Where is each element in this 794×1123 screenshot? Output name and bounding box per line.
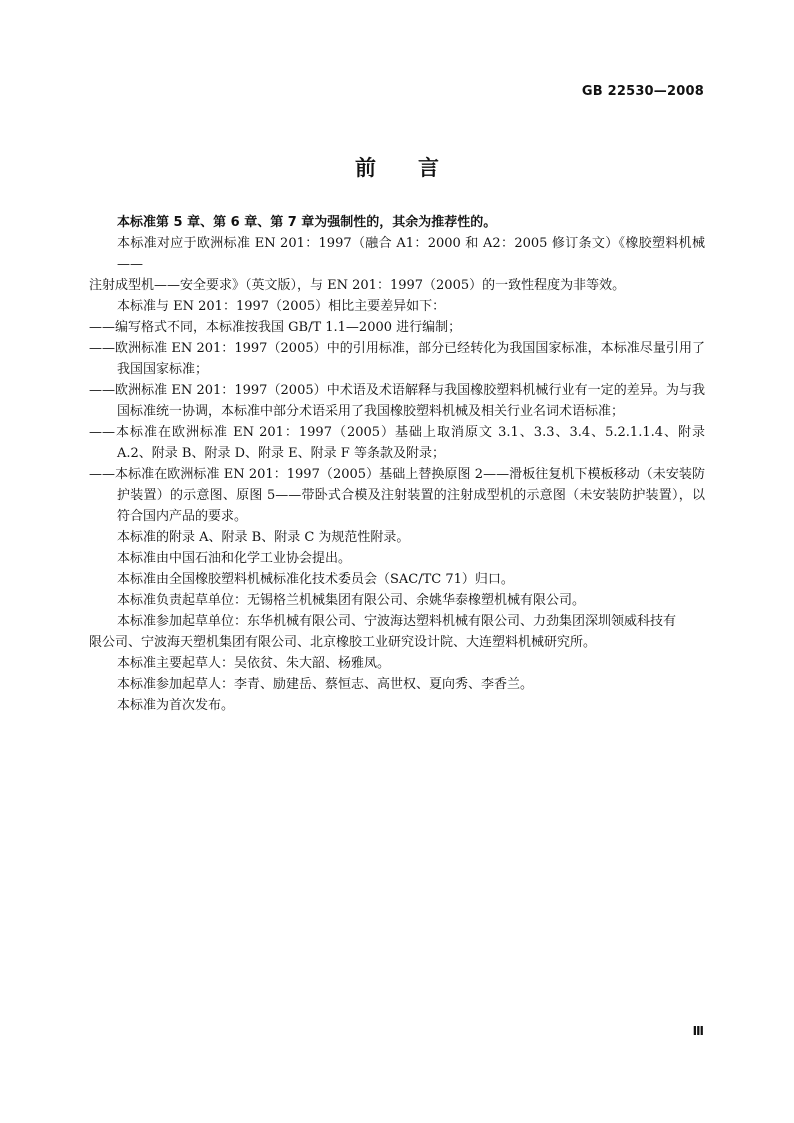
mandatory-statement: 本标准第 5 章、第 6 章、第 7 章为强制性的，其余为推荐性的。 (117, 215, 497, 230)
correspondence-line-2: 注射成型机——安全要求》（英文版），与 EN 201：1997（2005）的一致性程度为非等效。 (89, 278, 626, 293)
participating-authors: 本标准参加起草人：李青、励建岳、蔡恒志、高世权、夏向秀、李香兰。 (117, 677, 534, 692)
difference-item: ——欧洲标准 EN 201：1997（2005）中的引用标准，部分已经转化为我国国家标准，本标准尽量引用了我国国家标准； (89, 341, 705, 377)
proposer-statement: 本标准由中国石油和化学工业协会提出。 (117, 551, 352, 566)
main-authors: 本标准主要起草人：吴依贫、朱大韶、杨雅凤。 (117, 656, 391, 671)
difference-item: ——本标准在欧洲标准 EN 201：1997（2005）基础上替换原图 2——滑板往复机下模板移动（未安装防护装置）的示意图、原图 5——带卧式合模及注射装置的注射成型机的示意图（未安装防护装置），以符合国内产品的要求。 (89, 467, 705, 524)
correspondence-line-1: 本标准对应于欧洲标准 EN 201：1997（融合 A1：2000 和 A2：2005 修订条文）《橡胶塑料机械—— (117, 236, 705, 272)
participating-drafters-line-2: 限公司、宁波海天塑机集团有限公司、北京橡胶工业研究设计院、大连塑料机械研究所。 (89, 635, 597, 650)
page-title: 前言 (355, 156, 481, 180)
participating-drafters-line-1: 本标准参加起草单位：东华机械有限公司、宁波海达塑料机械有限公司、力劲集团深圳领威科技有 (117, 614, 677, 629)
foreword-body (89, 212, 705, 716)
committee-statement: 本标准由全国橡胶塑料机械标准化技术委员会（SAC/TC 71）归口。 (117, 572, 514, 587)
difference-item: ——编写格式不同，本标准按我国 GB/T 1.1—2000 进行编制； (89, 320, 462, 335)
difference-item: ——欧洲标准 EN 201：1997（2005）中术语及术语解释与我国橡胶塑料机械行业有一定的差异。为与我国标准统一协调，本标准中部分术语采用了我国橡胶塑料机械及相关行业名词术语标准； (89, 383, 705, 419)
first-release: 本标准为首次发布。 (117, 698, 235, 713)
differences-intro: 本标准与 EN 201：1997（2005）相比主要差异如下： (117, 299, 446, 314)
responsible-drafters: 本标准负责起草单位：无锡格兰机械集团有限公司、余姚华泰橡塑机械有限公司。 (117, 593, 586, 608)
annex-statement: 本标准的附录 A、附录 B、附录 C 为规范性附录。 (117, 530, 410, 545)
standard-number: GB 22530—2008 (581, 84, 704, 99)
difference-item: ——本标准在欧洲标准 EN 201：1997（2005）基础上取消原文 3.1、3.3、3.4、5.2.1.1.4、附录 A.2、附录 B、附录 D、附录 E、附录 F 等条款及附录； (89, 425, 705, 461)
page-number: Ⅲ (692, 1024, 704, 1038)
